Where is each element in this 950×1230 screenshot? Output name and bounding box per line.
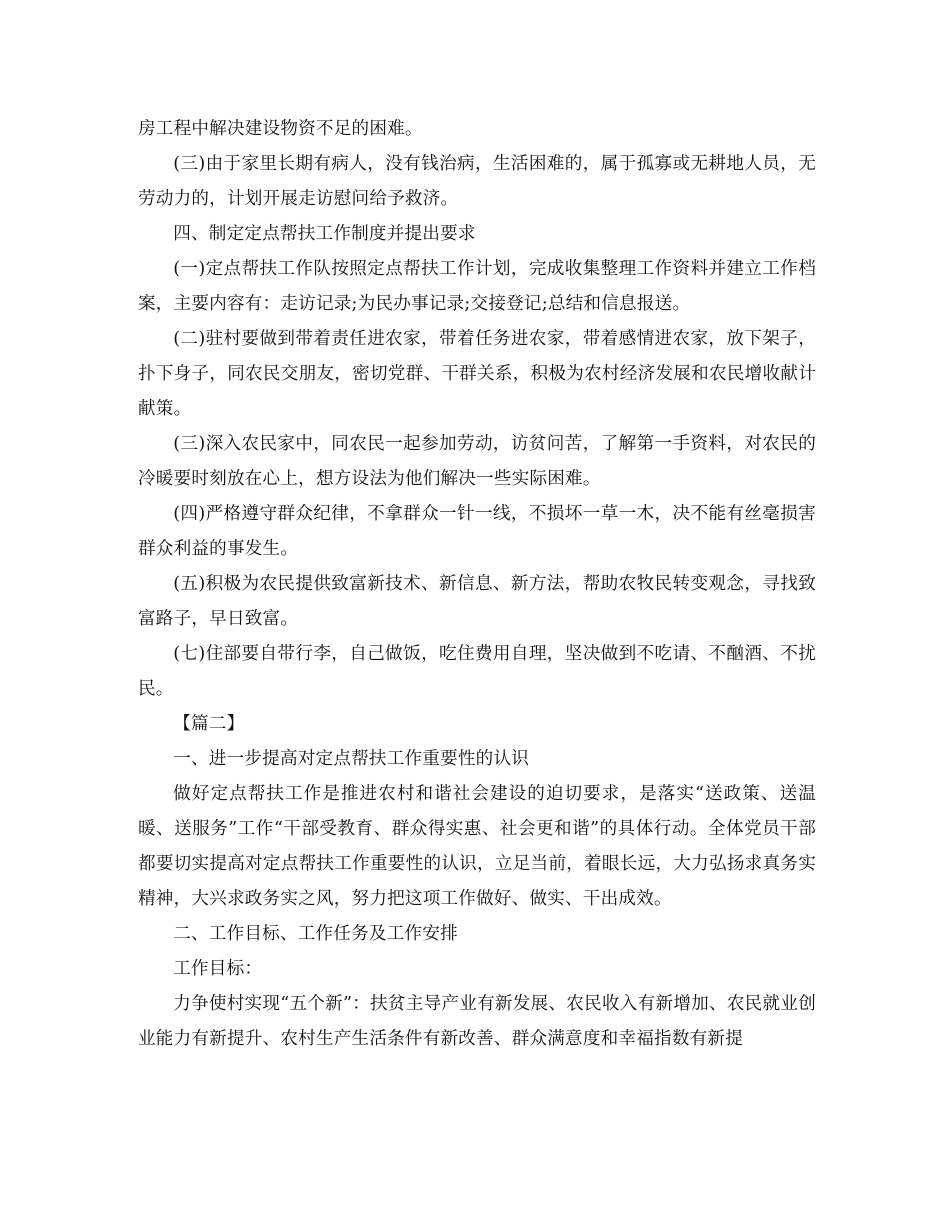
paragraph-requirement-2: (二)驻村要做到带着责任进农家，带着任务进农家，带着感情进农家，放下架子，扑下身子，同农民交朋友，密切党群、干群关系，积极为农村经济发展和农民增收献计献策。 <box>138 329 816 419</box>
paragraph-requirement-4: (四)严格遵守群众纪律，不拿群众一针一线，不损坏一草一木，决不能有丝毫损害群众利益的事发生。 <box>138 504 816 559</box>
paragraph-item-3-help: (三)由于家里长期有病人，没有钱治病，生活困难的，属于孤寡或无耕地人员，无劳动力的，计划开展走访慰问给予救济。 <box>138 154 816 209</box>
part-two-heading: 【篇二】 <box>173 714 245 734</box>
paragraph-requirement-5: (五)积极为农民提供致富新技术、新信息、新方法，帮助农牧民转变观念，寻找致富路子，早日致富。 <box>138 574 816 629</box>
paragraph-requirement-7: (七)住部要自带行李，自己做饭，吃住费用自理，坚决做到不吃请、不酗酒、不扰民。 <box>138 644 816 699</box>
document-body <box>138 112 816 1057</box>
section-heading-4: 四、制定定点帮扶工作制度并提出要求 <box>173 224 476 244</box>
paragraph-continuation: 房工程中解决建设物资不足的困难。 <box>138 119 423 139</box>
work-goal-label: 工作目标： <box>173 959 263 979</box>
paragraph-five-new: 力争使村实现“五个新”：扶贫主导产业有新发展、农民收入有新增加、农民就业创业能力有新提升、农村生产生活条件有新改善、群众满意度和幸福指数有新提 <box>138 994 816 1049</box>
section-heading-1: 一、进一步提高对定点帮扶工作重要性的认识 <box>173 749 530 769</box>
paragraph-importance: 做好定点帮扶工作是推进农村和谐社会建设的迫切要求，是落实“送政策、送温暖、送服务”工作“干部受教育、群众得实惠、社会更和谐”的具体行动。全体党员干部都要切实提高对定点帮扶工作重要性的认识，立足当前，着眼长远，大力弘扬求真务实精神，大兴求政务实之风，努力把这项工作做好、做实、干出成效。 <box>138 784 816 909</box>
paragraph-requirement-3: (三)深入农民家中，同农民一起参加劳动，访贫问苦，了解第一手资料，对农民的冷暖要时刻放在心上，想方设法为他们解决一些实际困难。 <box>138 434 816 489</box>
paragraph-requirement-1: (一)定点帮扶工作队按照定点帮扶工作计划，完成收集整理工作资料并建立工作档案，主要内容有：走访记录;为民办事记录;交接登记;总结和信息报送。 <box>138 259 816 314</box>
section-heading-2: 二、工作目标、工作任务及工作安排 <box>173 924 458 944</box>
